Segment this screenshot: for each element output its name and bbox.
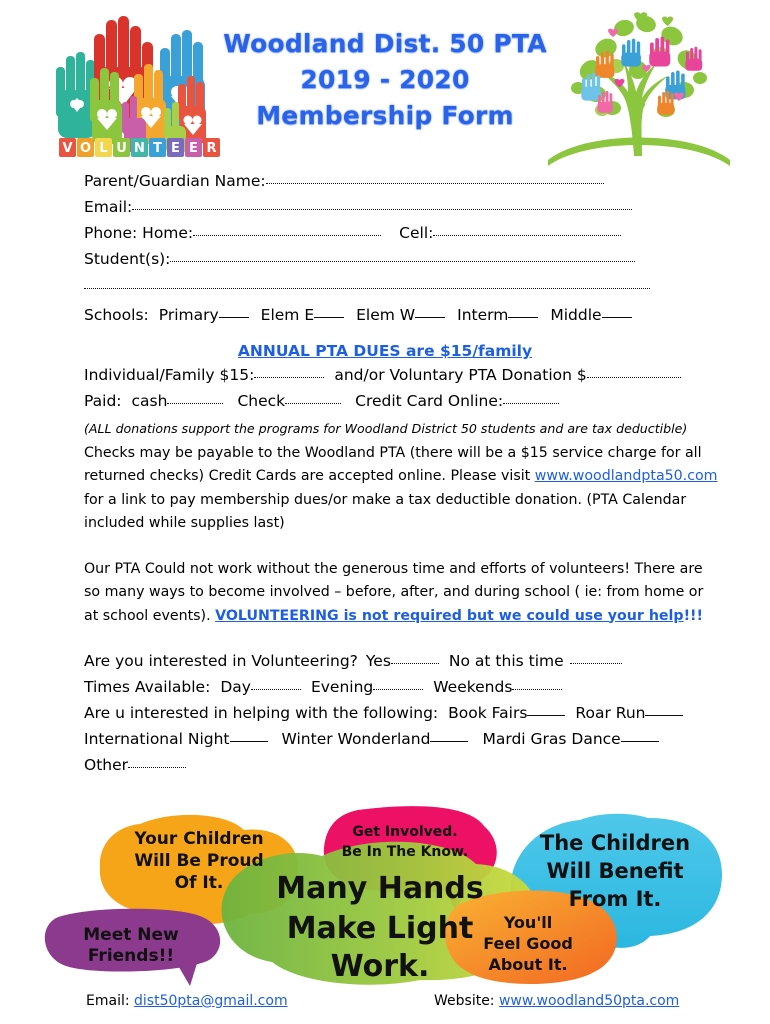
svg-text:Your Children: Your Children [134, 829, 264, 849]
q1-input-no[interactable] [570, 651, 622, 664]
svg-text:Friends!!: Friends!! [87, 946, 175, 966]
field-students [0, 246, 770, 272]
donation-tax-note: (ALL donations support the programs for Woodland District 50 students and are tax deductible) [84, 421, 688, 436]
field-input-parent-guardian[interactable] [266, 171, 604, 184]
svg-text:Get Involved.: Get Involved. [352, 824, 458, 840]
svg-text:About It.: About It. [488, 955, 568, 974]
q3-option-book-fairs: Book Fairs [448, 704, 528, 722]
footer-website [434, 993, 679, 1009]
field-input-phone-home[interactable] [193, 223, 381, 236]
svg-text:T: T [153, 141, 162, 156]
svg-text:V: V [62, 141, 73, 156]
school-checkbox-interm[interactable] [508, 305, 538, 318]
svg-text:You'll: You'll [503, 913, 553, 932]
footer-email-label: Email: [86, 993, 130, 1009]
q2-input-evening[interactable] [373, 677, 423, 690]
svg-text:The Children: The Children [539, 831, 691, 855]
field-input-students-line2[interactable] [84, 276, 650, 289]
school-option-elem-w: Elem W [356, 306, 416, 324]
svg-text:Will Be Proud: Will Be Proud [134, 851, 264, 871]
volunteering-intro-paragraph [0, 558, 770, 629]
q1-input-yes[interactable] [391, 651, 439, 664]
school-option-interm: Interm [457, 306, 509, 324]
paid-input-cash[interactable] [167, 391, 223, 404]
volunteer-hands-logo [38, 12, 228, 162]
form-header [0, 0, 770, 168]
title-line-2: 2019 - 2020 [300, 65, 470, 94]
dues-individual-input[interactable] [254, 365, 324, 378]
school-checkbox-elem-e[interactable] [314, 305, 344, 318]
footer-email [86, 993, 288, 1009]
field-parent-guardian [0, 168, 770, 194]
svg-text:O: O [79, 141, 92, 156]
dues-donation-label: and/or Voluntary PTA Donation $ [334, 366, 587, 384]
q3-option-roar-run: Roar Run [575, 704, 646, 722]
paid-option-credit-card: Credit Card Online: [355, 392, 504, 410]
q2-option-day: Day [220, 678, 251, 696]
q1-option-yes: Yes [365, 652, 391, 670]
question-times-available [0, 674, 770, 700]
footer-website-link[interactable]: www.woodland50pta.com [498, 993, 680, 1009]
question-events-interest [0, 700, 770, 726]
field-label-email: Email: [84, 198, 133, 216]
checks-note-text-2: for a link to pay membership dues/or make a tax deductible donation. (PTA Calendar included while supplies last) [84, 491, 687, 531]
q2-option-weekends: Weekends [433, 678, 513, 696]
q3-input-mardi-gras[interactable] [621, 729, 659, 742]
q2-input-weekends[interactable] [512, 677, 562, 690]
svg-text:R: R [206, 141, 217, 156]
school-option-elem-e: Elem E [260, 306, 315, 324]
school-checkbox-primary[interactable] [219, 305, 249, 318]
question-events-other [0, 752, 770, 778]
q3-label: Are u interested in helping with the following: [84, 704, 439, 722]
svg-text:Make Light: Make Light [286, 911, 474, 946]
svg-text:N: N [134, 141, 145, 156]
paid-input-credit-card[interactable] [503, 391, 559, 404]
footer-email-link[interactable]: dist50pta@gmail.com [134, 993, 288, 1009]
q1-option-no: No at this time [448, 652, 564, 670]
volunteering-highlight: VOLUNTEERING is not required but we could use your help [215, 607, 684, 624]
svg-text:Be In The Know.: Be In The Know. [341, 844, 469, 860]
q1-label: Are you interested in Volunteering? [84, 652, 358, 670]
bubble-meet-new-friends-text [83, 925, 179, 966]
school-checkbox-elem-w[interactable] [415, 305, 445, 318]
volunteering-intro-text: Our PTA Could not work without the generous time and efforts of volunteers! There are so many ways to become involved – before, after, and during school ( ie: from home or at school events). [84, 560, 704, 624]
field-label-phone-home: Phone: Home: [84, 224, 194, 242]
question-interested-volunteering [0, 648, 770, 674]
footer-website-label: Website: [434, 993, 495, 1009]
svg-text:L: L [99, 141, 108, 156]
svg-text:Of It.: Of It. [174, 873, 224, 893]
field-email [0, 194, 770, 220]
svg-text:U: U [116, 141, 127, 156]
form-title [222, 26, 548, 134]
svg-text:Will Benefit: Will Benefit [546, 859, 684, 883]
field-phone [0, 220, 770, 246]
question-events-interest-line2 [0, 726, 770, 752]
volunteer-word-tiles [59, 138, 220, 157]
svg-text:Feel Good: Feel Good [483, 934, 573, 953]
field-input-email[interactable] [132, 197, 632, 210]
form-footer [0, 993, 770, 1019]
q3-input-book-fairs[interactable] [527, 703, 565, 716]
q3-option-other: Other [84, 756, 129, 774]
svg-text:Work.: Work. [330, 949, 430, 984]
form-body [0, 168, 770, 778]
q3-input-international-night[interactable] [230, 729, 268, 742]
field-label-parent-guardian: Parent/Guardian Name: [84, 172, 266, 190]
school-option-middle: Middle [550, 306, 602, 324]
q3-input-roar-run[interactable] [645, 703, 683, 716]
woodland-pta-link[interactable]: www.woodlandpta50.com [534, 468, 718, 484]
paid-option-cash: cash [131, 392, 168, 410]
volunteering-highlight-suffix: !!! [683, 607, 703, 624]
field-schools [0, 302, 770, 328]
dues-individual-label: Individual/Family $15: [84, 366, 255, 384]
field-label-cell: Cell: [399, 224, 434, 242]
paid-option-check: Check [237, 392, 286, 410]
dues-donation-input[interactable] [587, 365, 681, 378]
q3-option-mardi-gras: Mardi Gras Dance [482, 730, 621, 748]
field-students-continuation [0, 272, 770, 300]
q3-option-international-night: International Night [84, 730, 230, 748]
q2-option-evening: Evening [310, 678, 374, 696]
svg-text:Many Hands: Many Hands [276, 871, 484, 906]
checks-note-text-1: Checks may be payable to the Woodland PTA (there will be a $15 service charge for all returned checks) Credit Cards are accepted online. Please visit [84, 444, 702, 484]
checks-payment-note [0, 442, 770, 536]
svg-text:Meet New: Meet New [83, 925, 179, 945]
handprint-tree-logo [546, 10, 732, 172]
q2-label: Times Available: [84, 678, 211, 696]
title-line-3: Membership Form [256, 101, 514, 130]
paid-label: Paid: [84, 392, 122, 410]
svg-text:E: E [171, 141, 180, 156]
dues-amount-row [0, 362, 770, 388]
paid-input-check[interactable] [285, 391, 341, 404]
q2-input-day[interactable] [251, 677, 301, 690]
field-label-students: Student(s): [84, 250, 171, 268]
school-option-primary: Primary [158, 306, 219, 324]
field-label-schools: Schools: [84, 306, 149, 324]
svg-text:From It.: From It. [568, 887, 662, 911]
dues-payment-row [0, 388, 770, 414]
svg-text:E: E [189, 141, 198, 156]
field-input-students[interactable] [170, 249, 635, 262]
q3-option-winter-wonderland: Winter Wonderland [281, 730, 431, 748]
title-line-1: Woodland Dist. 50 PTA [223, 29, 547, 58]
field-input-cell[interactable] [433, 223, 621, 236]
q3-input-other[interactable] [128, 755, 186, 768]
volunteer-quotes-graphic [0, 800, 770, 990]
annual-dues-heading: ANNUAL PTA DUES are $15/family [237, 342, 533, 360]
q3-input-winter-wonderland[interactable] [430, 729, 468, 742]
school-checkbox-middle[interactable] [602, 305, 632, 318]
